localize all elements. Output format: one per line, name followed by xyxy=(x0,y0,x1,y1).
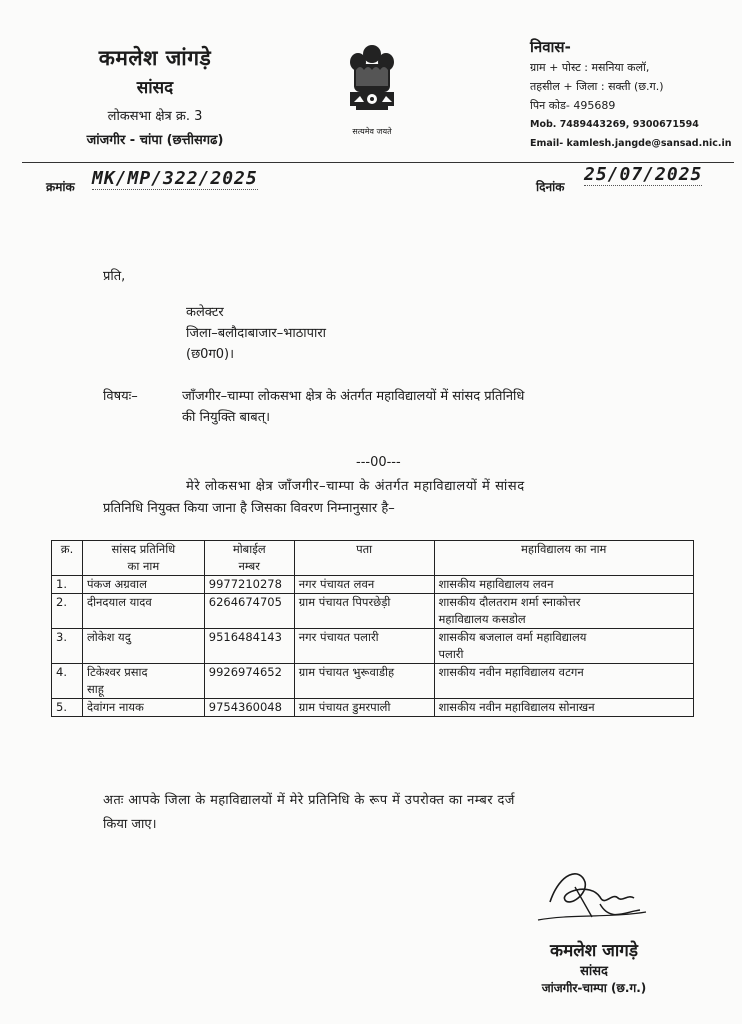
cell-sn: 2. xyxy=(52,594,83,629)
cell-college: शासकीय नवीन महाविद्यालय सोनाखन xyxy=(434,699,694,717)
cell-address: ग्राम पंचायत भुरूवाडीह xyxy=(294,664,434,699)
residence-pin: पिन कोड- 495689 xyxy=(530,99,616,112)
residence-heading: निवास- xyxy=(530,38,571,56)
subject-line2: की नियुक्ति बाबत्। xyxy=(182,410,271,425)
header-sn: क्र. xyxy=(52,541,83,576)
representatives-table xyxy=(51,540,694,717)
subject-label: विषयः– xyxy=(103,389,138,404)
signatory-block xyxy=(524,938,664,996)
header-college: महाविद्यालय का नाम xyxy=(434,541,694,576)
closing-line1: अतः आपके जिला के महाविद्यालयों में मेरे प्रतिनिधि के रूप में उपरोक्त का नम्बर दर्ज xyxy=(103,793,515,808)
residence-email: Email- kamlesh.jangde@sansad.nic.in xyxy=(530,138,732,149)
reference-label: क्रमांक xyxy=(46,180,75,194)
cell-name: लोकेश यदु xyxy=(82,629,204,664)
cell-name: पंकज अग्रवाल xyxy=(82,576,204,594)
lion-capital-icon xyxy=(342,40,402,122)
recipient-line1: कलेक्टर xyxy=(186,305,224,320)
residence-line1: ग्राम + पोस्ट : मसनिया कलॉ, xyxy=(530,61,650,74)
cell-sn: 5. xyxy=(52,699,83,717)
recipient-line2: जिला–बलौदाबाजार–भाठापारा xyxy=(186,326,327,341)
cell-name: देवांगन नायक xyxy=(82,699,204,717)
sender-title: सांसद xyxy=(136,78,174,98)
cell-mobile: 6264674705 xyxy=(204,594,294,629)
cell-sn: 3. xyxy=(52,629,83,664)
sender-block xyxy=(40,44,270,148)
sender-name: कमलेश जांगड़े xyxy=(98,46,212,70)
cell-mobile: 9977210278 xyxy=(204,576,294,594)
residence-block xyxy=(530,36,735,153)
cell-name: दीनदयाल यादव xyxy=(82,594,204,629)
letter-date xyxy=(536,164,703,195)
cell-mobile: 9754360048 xyxy=(204,699,294,717)
table-row xyxy=(52,664,694,699)
residence-line2: तहसील + जिला : सक्ती (छ.ग.) xyxy=(530,80,664,93)
table-row xyxy=(52,576,694,594)
cell-college: शासकीय दौलतराम शर्मा स्नाकोत्तर महाविद्यालय कसडोल xyxy=(434,594,694,629)
cell-name: टिकेश्वर प्रसाद साहू xyxy=(82,664,204,699)
subject-line1: जाँजगीर–चाम्पा लोकसभा क्षेत्र के अंतर्गत महाविद्यालयों में सांसद प्रतिनिधि xyxy=(182,389,525,404)
date-value: 25/07/2025 xyxy=(584,164,703,185)
signatory-title: सांसद xyxy=(580,964,608,979)
cell-mobile: 9516484143 xyxy=(204,629,294,664)
header-address: पता xyxy=(294,541,434,576)
reference-number xyxy=(46,168,258,195)
divider-mark: ---00--- xyxy=(356,455,401,470)
salutation: प्रति, xyxy=(103,269,126,284)
signatory-place: जांजगीर-चाम्पा (छ.ग.) xyxy=(541,981,647,995)
sender-region: जांजगीर - चांपा (छत्तीसगढ) xyxy=(86,133,224,148)
date-label: दिनांक xyxy=(536,180,565,194)
cell-college: शासकीय नवीन महाविद्यालय वटगन xyxy=(434,664,694,699)
table-header-row xyxy=(52,541,694,576)
recipient-block xyxy=(186,302,326,365)
signatory-name: कमलेश जागड़े xyxy=(550,941,638,961)
cell-address: नगर पंचायत लवन xyxy=(294,576,434,594)
header-mobile: मोबाईल नम्बर xyxy=(204,541,294,576)
sender-constituency: लोकसभा क्षेत्र क्र. 3 xyxy=(107,109,203,124)
table-row xyxy=(52,594,694,629)
reference-value: MK/MP/322/2025 xyxy=(92,168,258,189)
table-row xyxy=(52,699,694,717)
cell-address: ग्राम पंचायत डुमरपाली xyxy=(294,699,434,717)
national-emblem xyxy=(332,40,412,140)
closing-line2: किया जाए। xyxy=(103,817,157,832)
cell-sn: 4. xyxy=(52,664,83,699)
recipient-line3: (छ0ग0)। xyxy=(186,347,235,362)
cell-college: शासकीय महाविद्यालय लवन xyxy=(434,576,694,594)
cell-address: ग्राम पंचायत पिपरछेड़ी xyxy=(294,594,434,629)
cell-mobile: 9926974652 xyxy=(204,664,294,699)
table-row xyxy=(52,629,694,664)
subject-text xyxy=(182,386,682,428)
body-line2: प्रतिनिधि नियुक्त किया जाना है जिसका विवरण निम्नानुसार है– xyxy=(103,501,395,516)
cell-sn: 1. xyxy=(52,576,83,594)
signature-scribble xyxy=(530,862,650,932)
header-name: सांसद प्रतिनिधि का नाम xyxy=(82,541,204,576)
cell-address: नगर पंचायत पलारी xyxy=(294,629,434,664)
header-divider xyxy=(22,162,734,163)
cell-college: शासकीय बजलाल वर्मा महाविद्यालय पलारी xyxy=(434,629,694,664)
emblem-motto: सत्यमेव जयते xyxy=(352,127,392,136)
residence-mobile: Mob. 7489443269, 9300671594 xyxy=(530,119,699,130)
body-line1: मेरे लोकसभा क्षेत्र जाँजगीर–चाम्पा के अंतर्गत महाविद्यालयों में सांसद xyxy=(186,479,525,494)
